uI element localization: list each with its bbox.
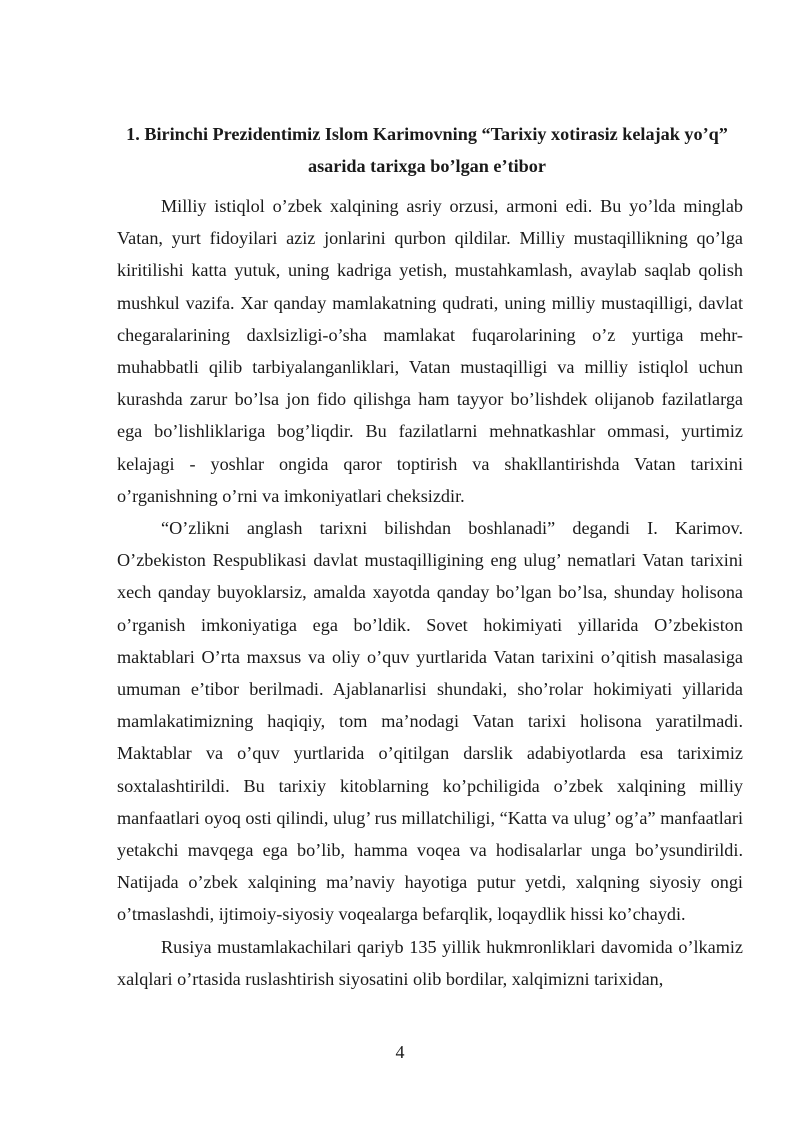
paragraph-3: Rusiya mustamlakachilari qariyb 135 yillik hukmronliklari davomida o’lkamiz xalqlari o’rtasida ruslashtirish siyosatini olib bordilar, xalqimizni tarixidan, (117, 936, 743, 989)
section-title-line-2: asarida tarixga bo’lgan e’tibor (308, 156, 546, 176)
section-title (112, 118, 742, 182)
page-number: 4 (395, 1042, 405, 1062)
paragraph-2: “O’zlikni anglash tarixni bilishdan boshlanadi” degandi I. Karimov. O’zbekiston Respublikasi davlat mustaqilligining eng ulug’ nematlari Vatan tarixini xech qanday buyoklarsiz, amalda xayotda qanday bo’lgan bo’lsa, shunday holisona o’rganish imkoniyatiga ega bo’ldik. Sovet hokimiyati yillarida O’zbekiston maktablari O’rta maxsus va oliy o’quv yurtlarida Vatan tarixini o’qitish masalasiga umuman e’tibor berilmadi. Ajablanarlisi shundaki, sho’rolar hokimiyati yillarida mamlakatimizning haqiqiy, tom ma’nodagi Vatan tarixi holisona yaratilmadi. Maktablar va o’quv yurtlarida o’qitilgan darslik adabiyotlarda esa tariximiz soxtalashtirildi. Bu tarixiy kitoblarning ko’pchiligida o’zbek xalqining milliy manfaatlari oyoq osti qilindi, ulug’ rus millatchiligi, “Katta va ulug’ og’a” manfaatlari yetakchi mavqega ega bo’lib, hamma voqea va hodisalarlar unga bo’ysundirildi. Natijada o’zbek xalqining ma’naviy hayotiga putur yetdi, xalqning siyosiy ongi o’tmaslashdi, ijtimoiy-siyosiy voqealarga befarqlik, loqaydlik hissi ko’chaydi. (117, 518, 743, 925)
section-title-line-1: 1. Birinchi Prezidentimiz Islom Karimovning “Tarixiy xotirasiz kelajak yo’q” (126, 124, 728, 144)
body-text (117, 190, 743, 995)
paragraph-1: Milliy istiqlol o’zbek xalqining asriy orzusi, armoni edi. Bu yo’lda minglab Vatan, yurt fidoyilari aziz jonlarini qurbon qildilar. Milliy mustaqillikning qo’lga kiritilishi katta yutuk, uning kadriga yetish, mustahkamlash, avaylab saqlab qolish mushkul vazifa. Xar qanday mamlakatning qudrati, uning milliy mustaqilligi, davlat chegaralarining daxlsizligi-o’sha mamlakat fuqarolarining o’z yurtiga mehr-muhabbatli qilib tarbiyalanganliklari, Vatan mustaqilligi va milliy istiqlol uchun kurashda zarur bo’lsa jon fido qilishga ham tayyor bo’lishdek olijanob fazilatlarga ega bo’lishliklariga bog’liqdir. Bu fazilatlarni mehnatkashlar ommasi, yurtimiz kelajagi - yoshlar ongida qaror toptirish va shakllantirishda Vatan tarixini o’rganishning o’rni va imkoniyatlari cheksizdir. (117, 196, 743, 506)
